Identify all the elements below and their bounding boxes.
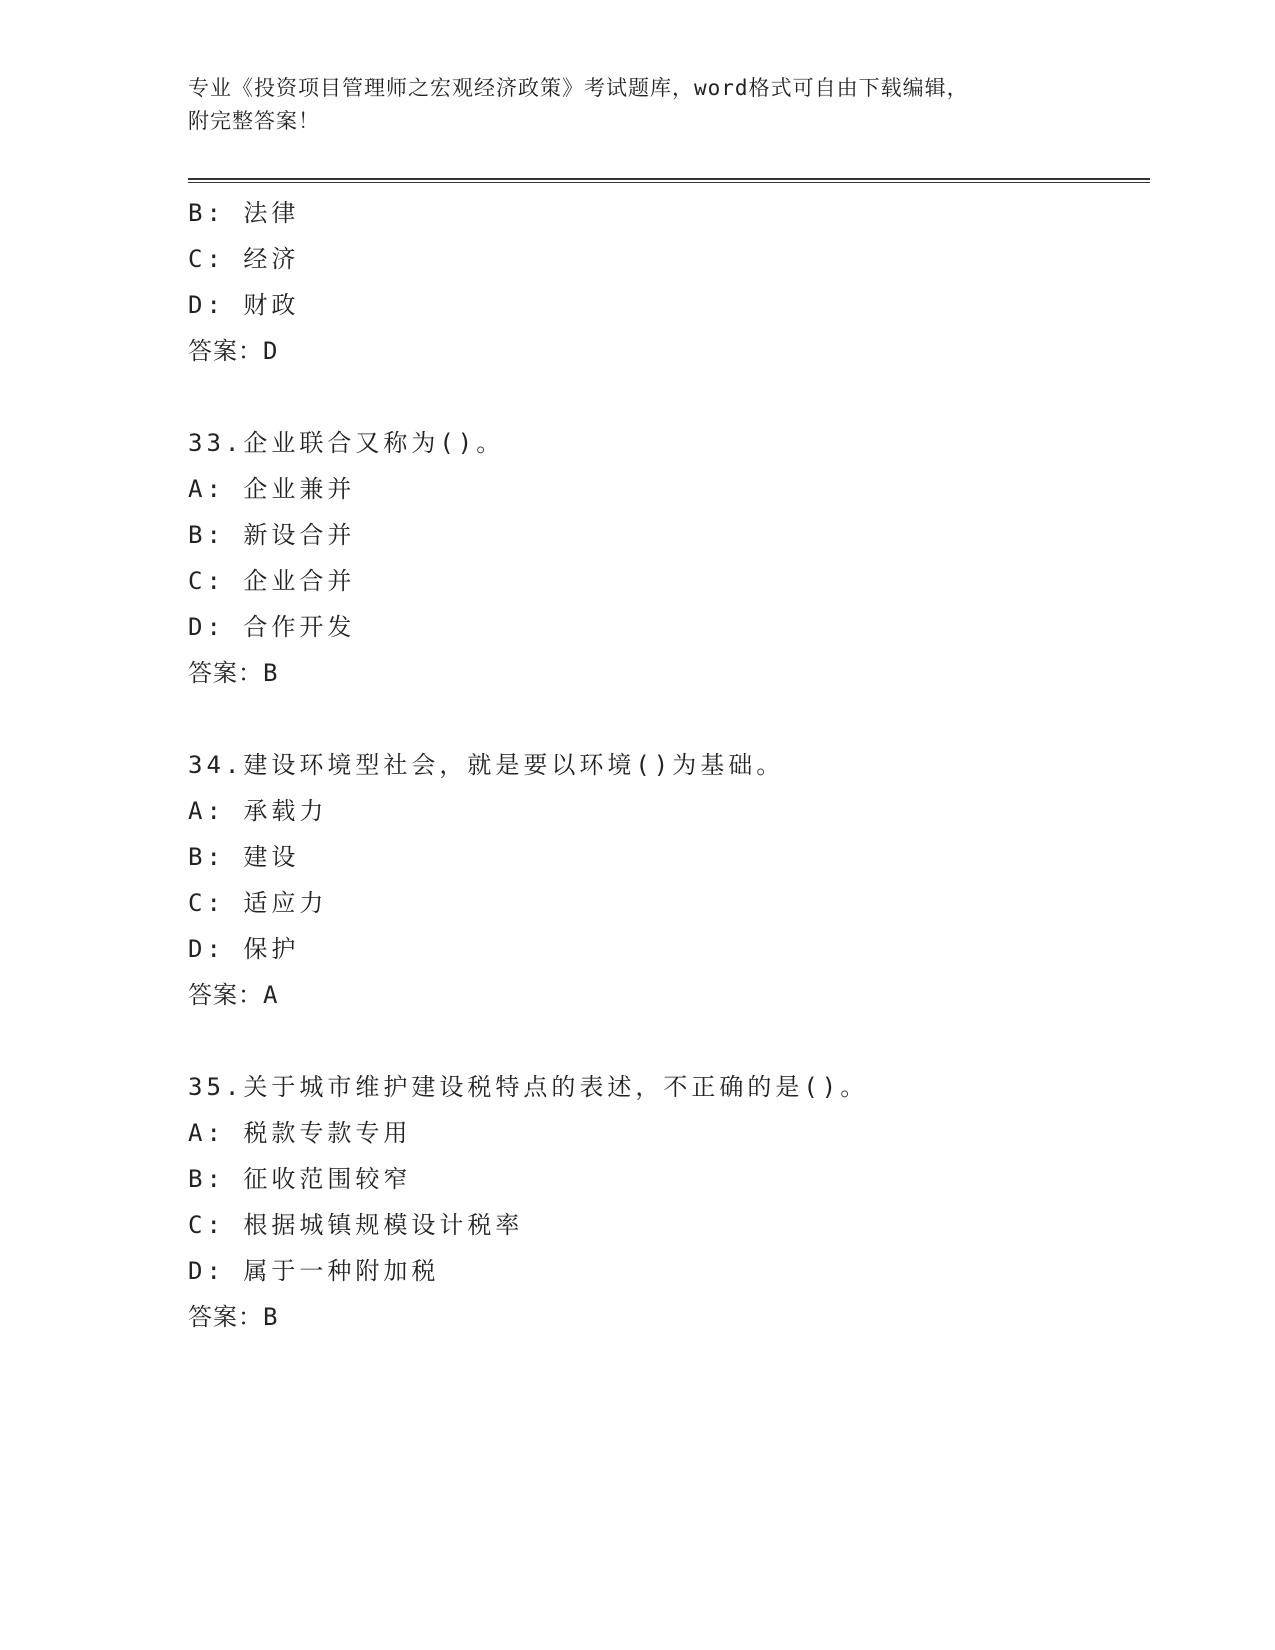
spacer [188,1018,1148,1064]
spacer [188,696,1148,742]
option-b [188,1156,1148,1202]
option-letter: A: [188,475,225,503]
answer-label: 答案： [188,337,263,365]
option-text: 企业合并 [243,567,356,595]
option-letter: D: [188,1257,225,1285]
option-letter: B: [188,521,225,549]
answer-line [188,972,1148,1018]
option-d [188,1248,1148,1294]
option-letter: B: [188,843,225,871]
option-b [188,834,1148,880]
question-33 [188,420,1148,696]
option-text: 法律 [243,199,300,227]
option-text: 财政 [243,291,300,319]
option-d [188,282,1148,328]
question-34 [188,742,1148,1018]
document-header [188,72,1088,138]
option-text: 属于一种附加税 [243,1257,440,1285]
option-text: 企业兼并 [243,475,356,503]
header-divider-thin [188,182,1150,183]
option-c [188,1202,1148,1248]
spacer [188,374,1148,420]
option-letter: D: [188,291,225,319]
option-letter: C: [188,1211,225,1239]
option-c [188,880,1148,926]
answer-line [188,650,1148,696]
option-letter: D: [188,613,225,641]
option-letter: C: [188,567,225,595]
question-stem: 35.关于城市维护建设税特点的表述，不正确的是()。 [188,1073,869,1101]
option-letter: A: [188,1119,225,1147]
option-b [188,512,1148,558]
option-text: 征收范围较窄 [243,1165,412,1193]
option-d [188,604,1148,650]
question-32-continued [188,190,1148,374]
answer-label: 答案： [188,981,263,1009]
option-b [188,190,1148,236]
option-letter: C: [188,889,225,917]
option-text: 经济 [243,245,300,273]
question-stem: 33.企业联合又称为()。 [188,429,505,457]
answer-line [188,1294,1148,1340]
question-stem: 34.建设环境型社会，就是要以环境()为基础。 [188,751,785,779]
option-c [188,558,1148,604]
option-text: 合作开发 [243,613,356,641]
option-text: 适应力 [243,889,328,917]
option-letter: A: [188,797,225,825]
option-a [188,466,1148,512]
option-letter: D: [188,935,225,963]
header-divider-thick [188,178,1150,180]
option-letter: C: [188,245,225,273]
option-a [188,1110,1148,1156]
answer-label: 答案： [188,1303,263,1331]
option-letter: B: [188,199,225,227]
answer-label: 答案： [188,659,263,687]
option-text: 根据城镇规模设计税率 [243,1211,524,1239]
option-text: 保护 [243,935,300,963]
question-list [188,190,1148,1340]
answer-value: B [263,1303,279,1331]
answer-value: A [263,981,279,1009]
option-a [188,788,1148,834]
answer-value: D [263,337,279,365]
option-text: 建设 [243,843,300,871]
option-c [188,236,1148,282]
option-text: 新设合并 [243,521,356,549]
answer-value: B [263,659,279,687]
header-line-2: 附完整答案！ [188,109,320,133]
question-35 [188,1064,1148,1340]
option-letter: B: [188,1165,225,1193]
option-text: 税款专款专用 [243,1119,412,1147]
answer-line [188,328,1148,374]
header-line-1: 专业《投资项目管理师之宏观经济政策》考试题库，word格式可自由下载编辑， [188,76,969,100]
option-d [188,926,1148,972]
option-text: 承载力 [243,797,328,825]
